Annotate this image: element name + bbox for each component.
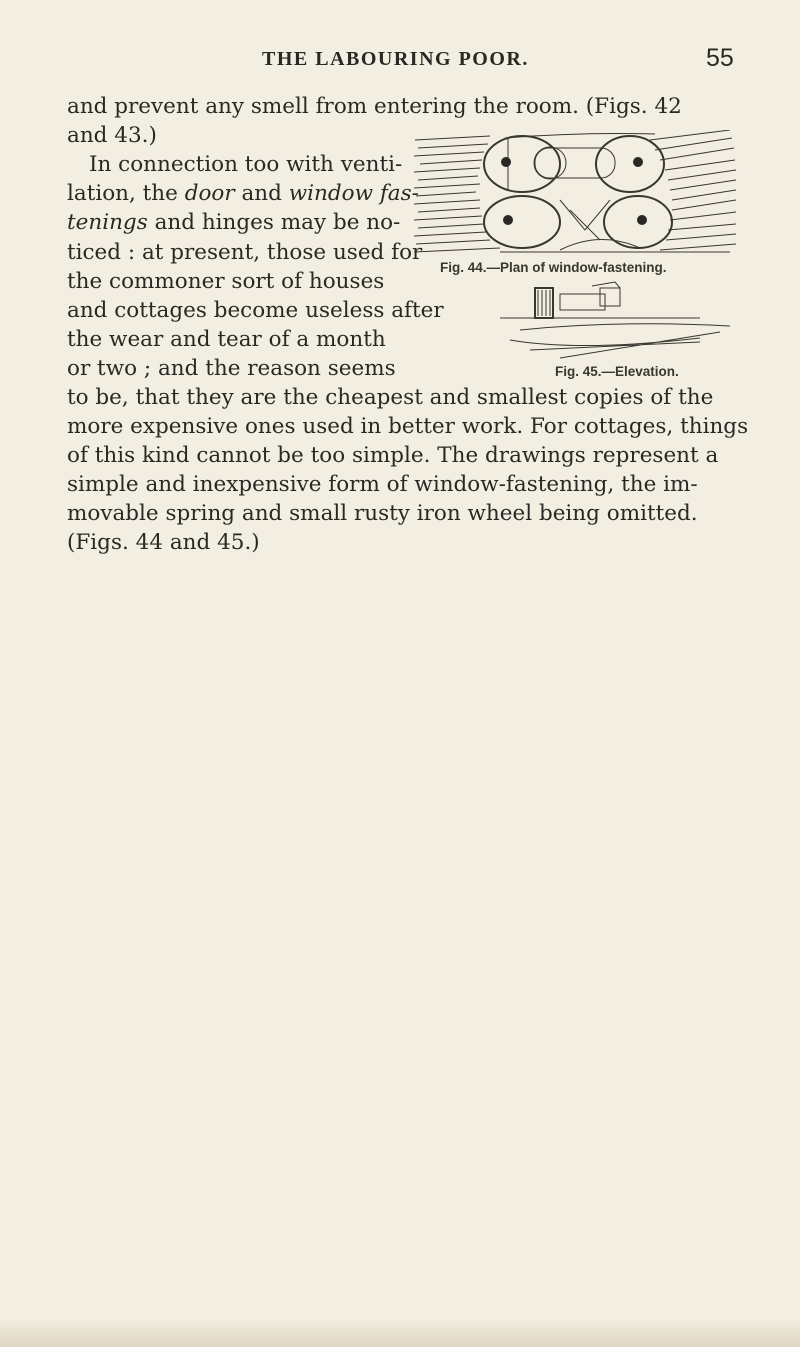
text-line: and prevent any smell from entering the room. (Figs. 42 bbox=[67, 94, 682, 119]
text-line: simple and inexpensive form of window-fastening, the im- bbox=[67, 472, 698, 497]
text-line: and 43.) bbox=[67, 123, 157, 148]
fig44-plan-illustration bbox=[410, 130, 740, 262]
text-line: of this kind cannot be too simple. The drawings represent a bbox=[67, 443, 719, 468]
fig44-caption: Fig. 44.—Plan of window-fastening. bbox=[440, 260, 667, 275]
text-line: ticed : at present, those used for bbox=[67, 240, 423, 265]
text-line: the commoner sort of houses bbox=[67, 269, 385, 294]
running-title: THE LABOURING POOR. bbox=[262, 48, 529, 70]
text-line: the wear and tear of a month bbox=[67, 327, 386, 352]
text-line: (Figs. 44 and 45.) bbox=[67, 530, 260, 555]
fig45-caption: Fig. 45.—Elevation. bbox=[555, 364, 679, 379]
text-line: movable spring and small rusty iron wheel being omitted. bbox=[67, 501, 698, 526]
text-line: more expensive ones used in better work. For cottages, things bbox=[67, 414, 749, 439]
text-line: tenings and hinges may be no- bbox=[67, 210, 401, 235]
page-header bbox=[0, 44, 800, 78]
text-line: lation, the door and window fas- bbox=[67, 181, 419, 206]
text-line: In connection too with venti- bbox=[89, 152, 403, 177]
text-line: and cottages become useless after bbox=[67, 298, 444, 323]
page-number: 55 bbox=[706, 44, 734, 72]
text-line: or two ; and the reason seems bbox=[67, 356, 396, 381]
page-edge-stain bbox=[0, 1318, 800, 1347]
fig45-elevation-illustration bbox=[500, 280, 740, 362]
text-line: to be, that they are the cheapest and smallest copies of the bbox=[67, 385, 714, 410]
